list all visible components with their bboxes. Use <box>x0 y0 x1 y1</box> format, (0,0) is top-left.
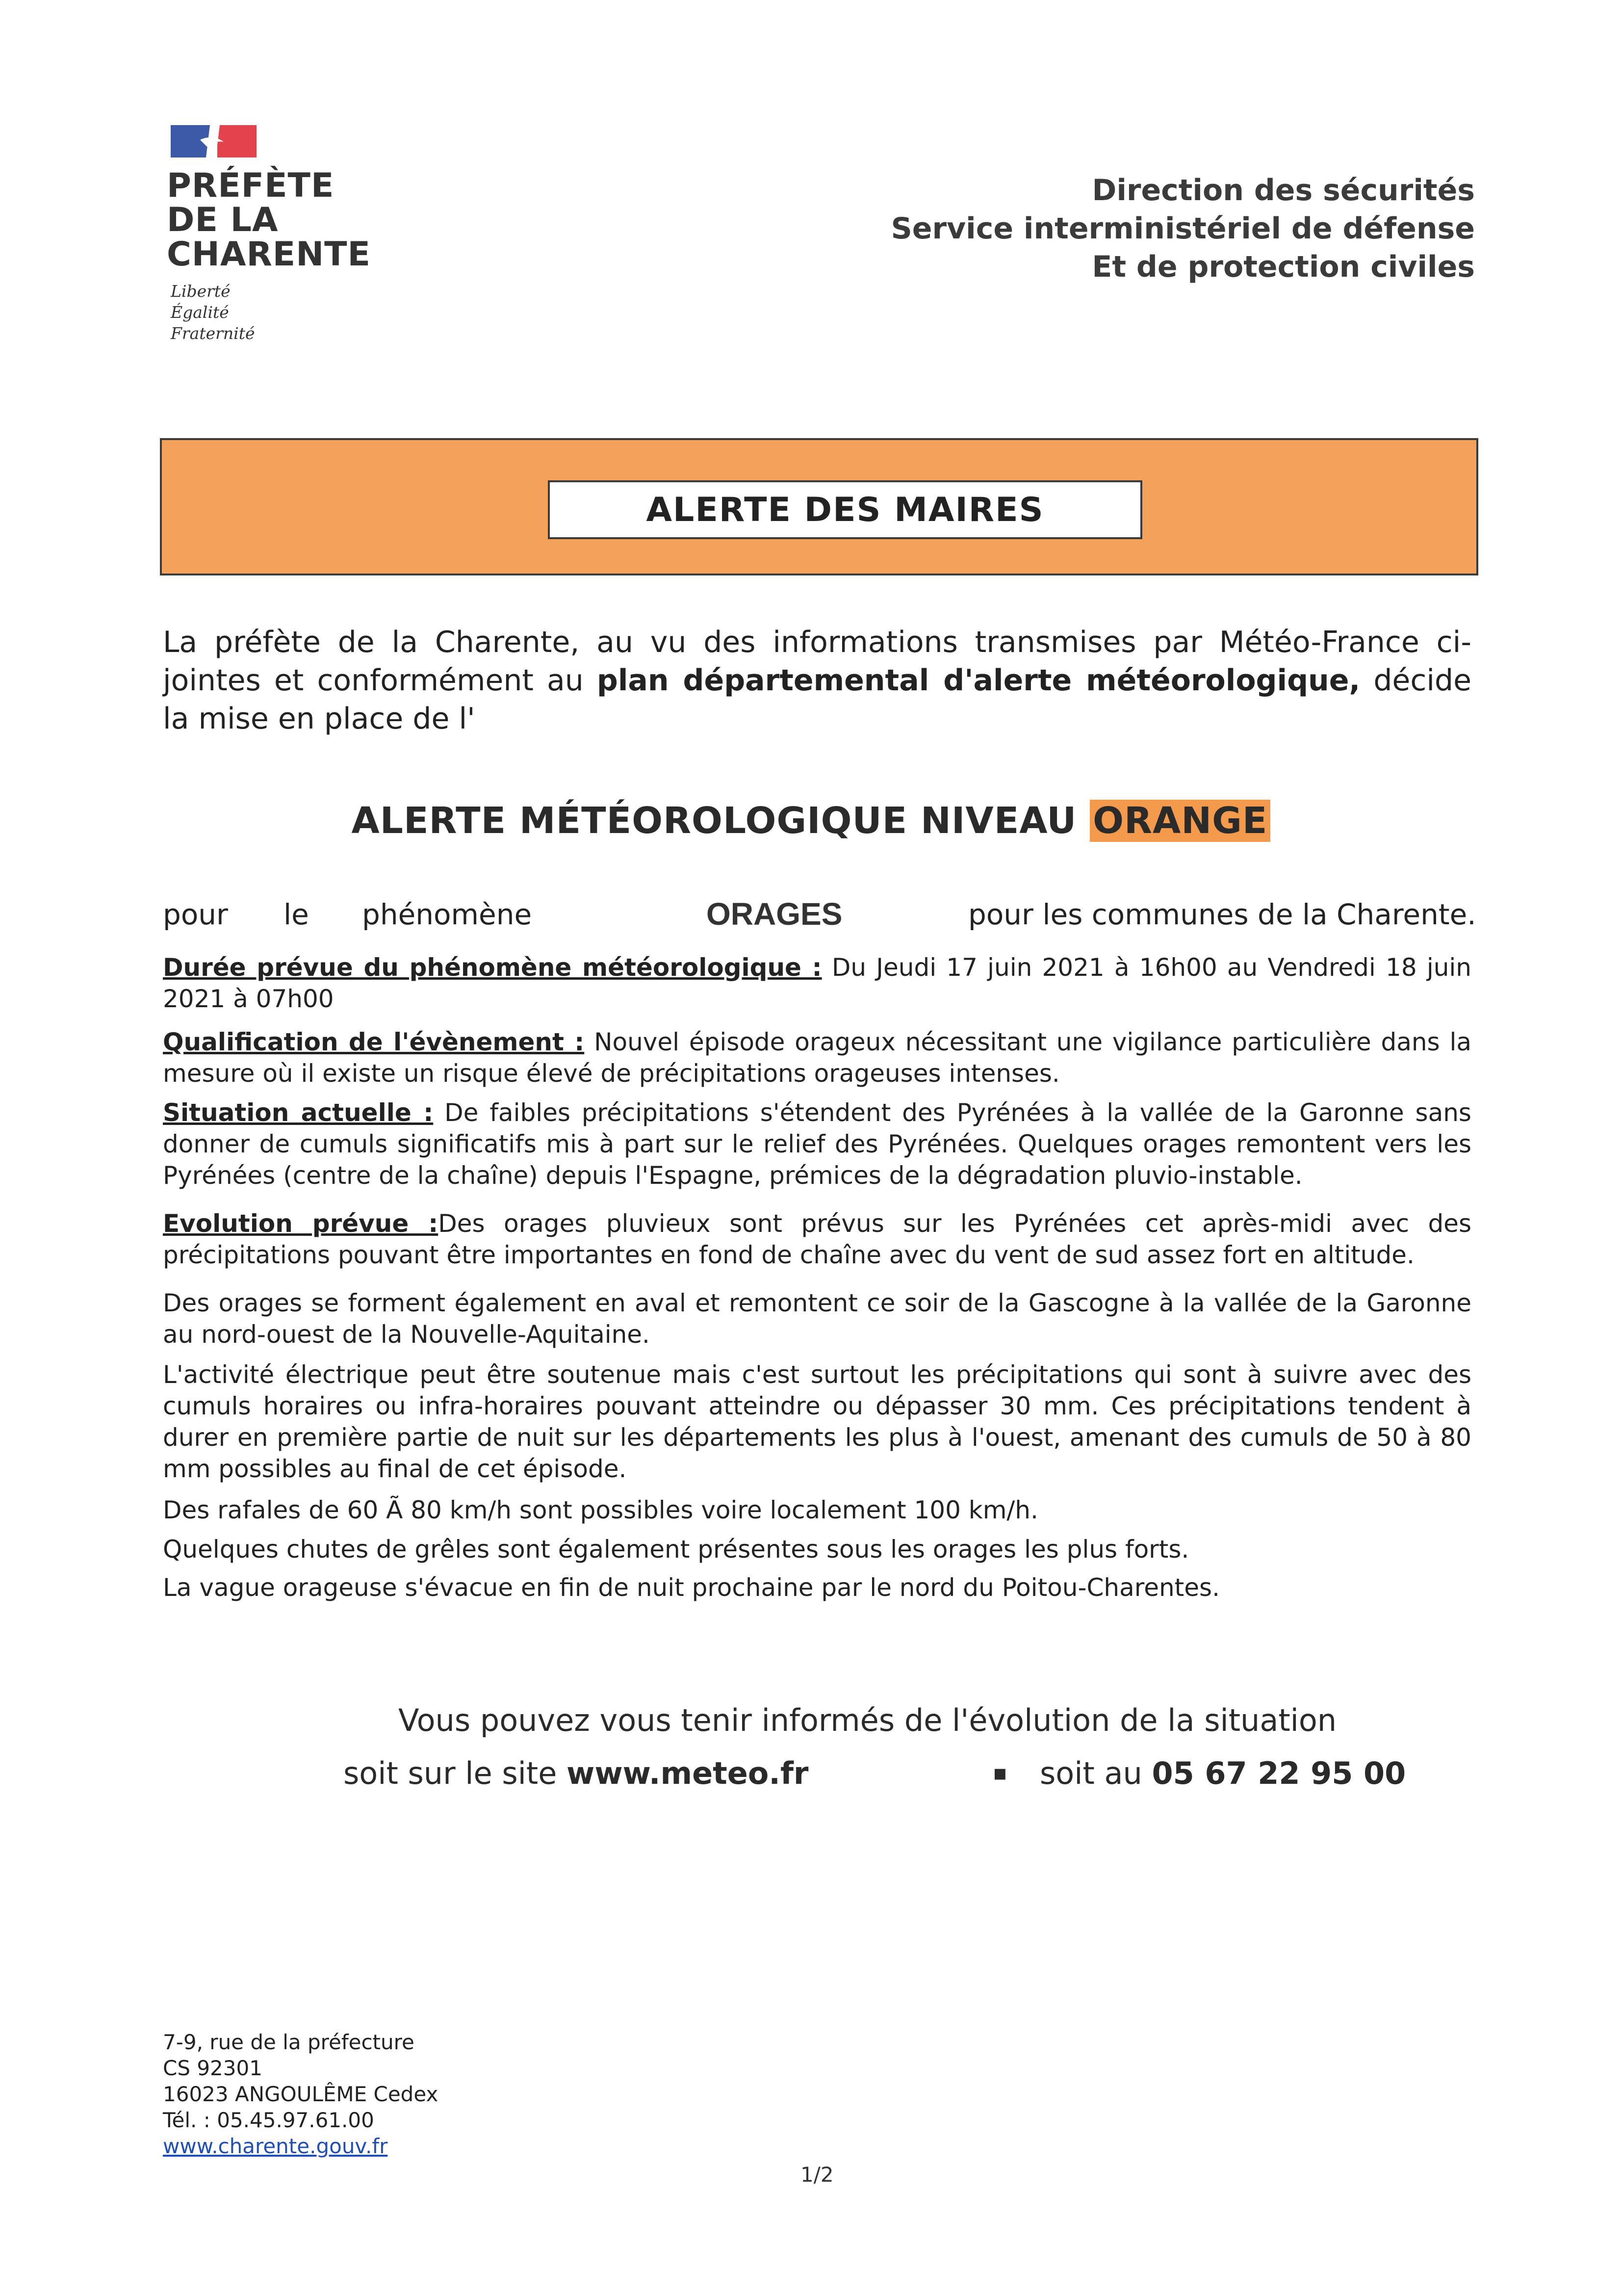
phone-number: 05 67 22 95 00 <box>1152 1755 1406 1791</box>
meteo-site-link[interactable]: www.meteo.fr <box>566 1755 809 1791</box>
motto-egalite: Égalité <box>171 303 229 322</box>
duration-label: Durée prévue du phénomène météorologique : <box>163 953 822 982</box>
phenomenon-name: ORAGES <box>706 896 843 932</box>
situation-paragraph <box>163 1097 1471 1191</box>
intro-text-1: La préfète de la Charente, au vu des informations transmises par Météo-France ci-jointes et conformément au <box>163 625 1471 698</box>
marianne-flag-icon <box>171 125 257 157</box>
prefecture-name-line-1: PRÉFÈTE <box>167 166 335 205</box>
evolution-paragraph-2: Des orages se forment également en aval et remontent ce soir de la Gascogne à la vallée de la Garonne au nord-ouest de la Nouvelle-Aquitaine. <box>163 1289 1471 1349</box>
info-site <box>343 1755 809 1791</box>
address-cs: CS 92301 <box>163 2056 262 2080</box>
motto-liberte: Liberté <box>171 282 231 301</box>
alert-banner-box <box>548 480 1142 539</box>
phenomenon-pour: pour <box>163 898 228 931</box>
info-phone-prefix: soit au <box>1040 1755 1152 1791</box>
duration-text: Du Jeudi 17 juin 2021 à 16h00 au Vendredi 18 juin 2021 à 07h00 <box>163 953 1471 1013</box>
prefecture-name-line-3: CHARENTE <box>167 235 371 274</box>
qualification-label: Qualification de l'évènement : <box>163 1028 585 1056</box>
phenomenon-word: phénomène <box>362 898 532 931</box>
direction-line-1: Direction des sécurités <box>1092 173 1475 208</box>
info-line: Vous pouvez vous tenir informés de l'évolution de la situation <box>398 1702 1337 1738</box>
bullet-icon: ▪ <box>993 1760 1007 1785</box>
address-city: 16023 ANGOULÊME Cedex <box>163 2082 438 2106</box>
evolution-paragraph <box>163 1208 1471 1271</box>
motto-fraternite: Fraternité <box>171 324 255 343</box>
address-tel: Tél. : 05.45.97.61.00 <box>163 2108 374 2132</box>
evolution-text: Des orages pluvieux sont prévus sur les Pyrénées cet après-midi avec des précipitations pouvant être importantes en fond de chaîne avec du vent de sud assez fort en altitude. <box>163 1209 1471 1269</box>
alert-banner <box>160 438 1478 575</box>
intro-text-2: décide la mise en place de l' <box>163 663 1472 736</box>
charente-website-link[interactable]: www.charente.gouv.fr <box>163 2134 388 2158</box>
evolution-paragraph-5: Quelques chutes de grêles sont également présentes sous les orages les plus forts. <box>163 1535 1189 1564</box>
address-street: 7-9, rue de la préfecture <box>163 2030 414 2054</box>
alert-level-orange: ORANGE <box>1090 800 1270 842</box>
evolution-paragraph-3: L'activité électrique peut être soutenue mais c'est surtout les précipitations qui sont à suivre avec des cumuls horaires ou infra-horaires pouvant atteindre ou dépasser 30 mm. Ces précipitations tendent à durer en première partie de nuit sur les départements les plus à l'ouest, amenant des cumuls de 50 à 80 mm possibles au final de cet épisode. <box>163 1360 1471 1483</box>
intro-plan-bold: plan départemental d'alerte météorologique, <box>596 663 1361 698</box>
alert-level-prefix: ALERTE MÉTÉOROLOGIQUE NIVEAU <box>351 800 1090 842</box>
qualification-text: Nouvel épisode orageux nécessitant une vigilance particulière dans la mesure où il existe un risque élevé de précipitations orageuses intenses. <box>163 1028 1472 1088</box>
qualification-paragraph <box>163 1026 1471 1089</box>
evolution-label: Evolution prévue : <box>163 1209 438 1238</box>
info-phone <box>1040 1755 1406 1791</box>
prefecture-name-line-2: DE LA <box>167 201 279 239</box>
direction-line-2: Service interministériel de défense <box>891 211 1475 246</box>
page-number: 1/2 <box>800 2163 834 2187</box>
alert-level-heading <box>0 800 1622 842</box>
phenomenon-suffix: pour les communes de la Charente. <box>968 898 1476 931</box>
evolution-paragraph-4: Des rafales de 60 Ã 80 km/h sont possibles voire localement 100 km/h. <box>163 1496 1038 1524</box>
situation-label: Situation actuelle : <box>163 1098 434 1127</box>
info-site-prefix: soit sur le site <box>343 1755 567 1791</box>
situation-text: De faibles précipitations s'étendent des Pyrénées à la vallée de la Garonne sans donner de cumuls significatifs mis à part sur le relief des Pyrénées. Quelques orages remontent vers les Pyrénées (centre de la chaîne) depuis l'Espagne, prémices de la dégradation pluvio-instable. <box>163 1098 1471 1190</box>
evolution-paragraph-6: La vague orageuse s'évacue en fin de nuit prochaine par le nord du Poitou-Charentes. <box>163 1573 1220 1602</box>
banner-title: ALERTE DES MAIRES <box>646 490 1044 529</box>
intro-paragraph <box>163 623 1471 738</box>
duration-paragraph <box>163 952 1471 1015</box>
direction-line-3: Et de protection civiles <box>1092 250 1475 284</box>
phenomenon-le: le <box>283 898 309 931</box>
